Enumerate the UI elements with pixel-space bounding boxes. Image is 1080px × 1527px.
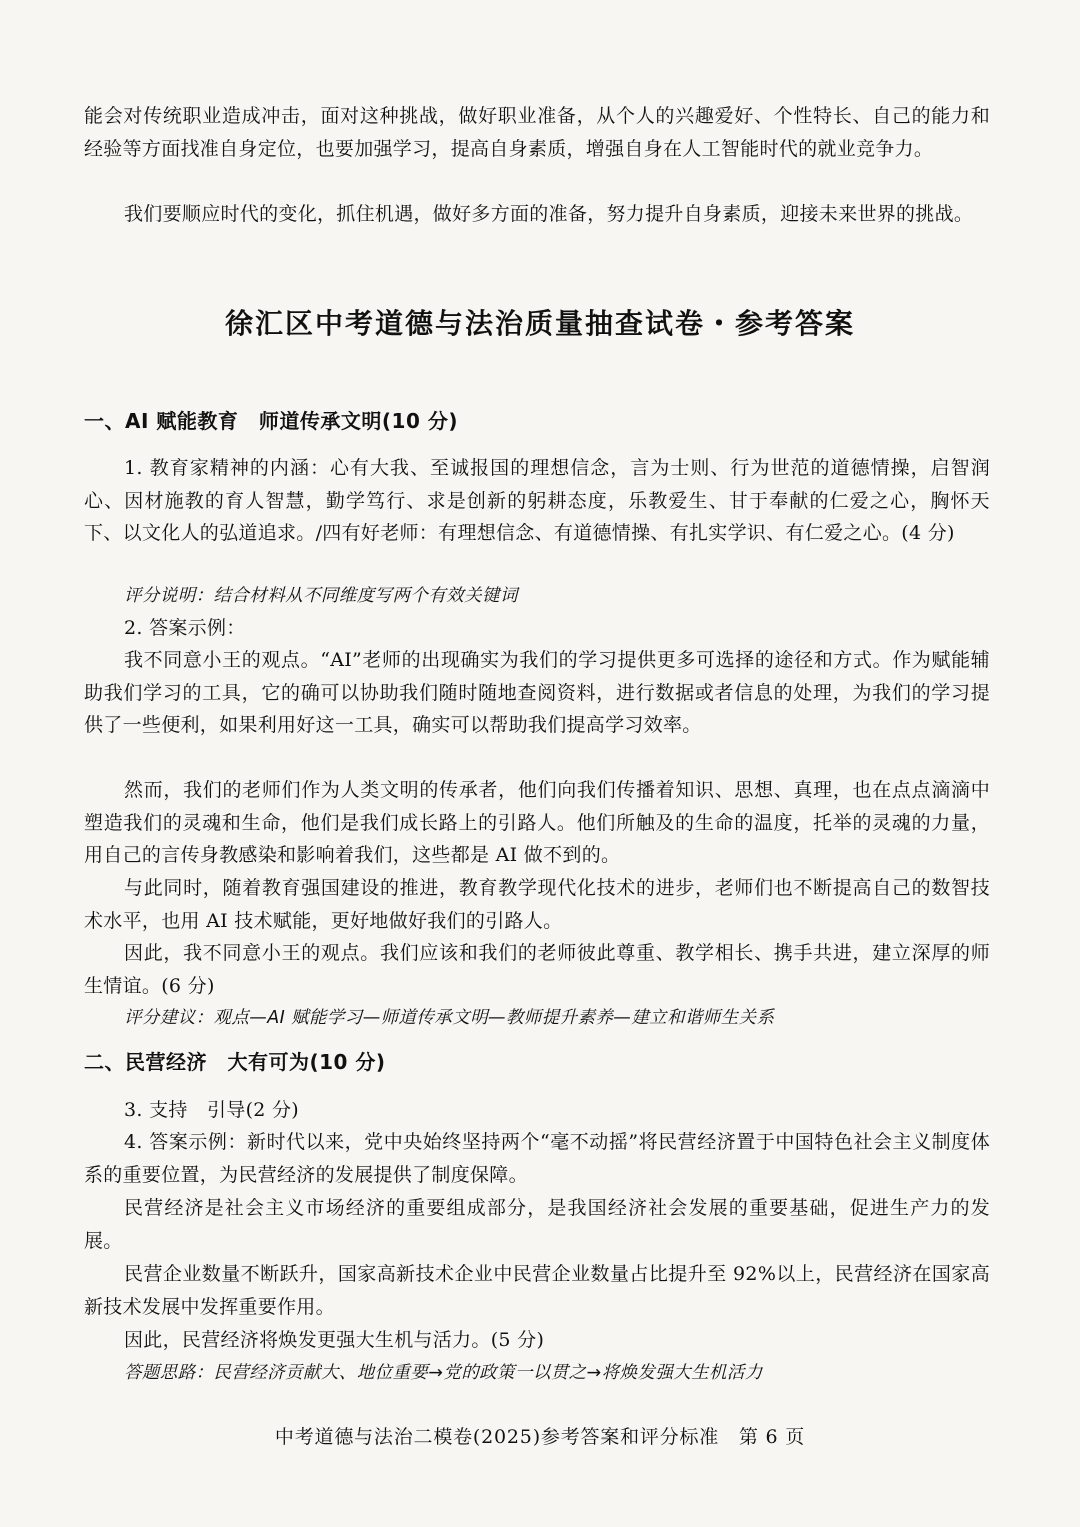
q4-paragraph-4: 因此，民营经济将焕发更强大生机与活力。(5 分) (124, 1329, 545, 1351)
q2-paragraph-2: 然而，我们的老师们作为人类文明的传承者，他们向我们传播着知识、思想、真理，也在点点滴滴中塑造我们的灵魂和生命，他们是我们成长路上的引路人。他们所触及的生命的温度，托举的灵魂的力量，用自己的言传身教感染和影响着我们，这些都是 AI 做不到的。 (84, 779, 990, 866)
q2-paragraph-3: 与此同时，随着教育强国建设的推进，教育教学现代化技术的进步，老师们也不断提高自己的数智技术水平，也用 AI 技术赋能，更好地做好我们的引路人。 (84, 877, 990, 932)
page-footer: 中考道德与法治二模卷(2025)参考答案和评分标准 第 6 页 (274, 1426, 806, 1448)
q3-answer: 3. 支持 引导(2 分) (124, 1099, 300, 1121)
q2-paragraph-4: 因此，我不同意小王的观点。我们应该和我们的老师彼此尊重、教学相长、携手共进，建立深厚的师生情谊。(6 分) (84, 942, 990, 997)
q2-scoring-note: 评分建议：观点—AI 赋能学习—师道传承文明—教师提升素养—建立和谐师生关系 (124, 1008, 775, 1028)
q2-paragraph-1: 我不同意小王的观点。“AI”老师的出现确实为我们的学习提供更多可选择的途径和方式。作为赋能辅助我们学习的工具，它的确可以协助我们随时随地查阅资料，进行数据或者信息的处理，为我们的学习提供了一些便利，如果利用好这一工具，确实可以帮助我们提高学习效率。 (84, 649, 990, 736)
section-1-heading: 一、AI 赋能教育 师道传承文明(10 分) (84, 409, 458, 433)
continuation-paragraph-1: 能会对传统职业造成冲击，面对这种挑战，做好职业准备，从个人的兴趣爱好、个性特长、自己的能力和经验等方面找准自身定位，也要加强学习，提高自身素质，增强自身在人工智能时代的就业竞争力。 (84, 105, 990, 160)
section-2-heading: 二、民营经济 大有可为(10 分) (84, 1050, 386, 1074)
q4-paragraph-3: 民营企业数量不断跃升，国家高新技术企业中民营企业数量占比提升至 92%以上，民营经济在国家高新技术发展中发挥重要作用。 (84, 1263, 990, 1318)
q4-paragraph-2: 民营经济是社会主义市场经济的重要组成部分，是我国经济社会发展的重要基础，促进生产力的发展。 (84, 1197, 990, 1252)
q4-answer-approach: 答题思路：民营经济贡献大、地位重要→党的政策一以贯之→将焕发强大生机活力 (124, 1363, 763, 1383)
q4-paragraph-1: 4. 答案示例：新时代以来，党中央始终坚持两个“毫不动摇”将民营经济置于中国特色社会主义制度体系的重要位置，为民营经济的发展提供了制度保障。 (84, 1131, 990, 1186)
document-title: 徐汇区中考道德与法治质量抽查试卷・参考答案 (224, 307, 855, 340)
q2-label: 2. 答案示例： (124, 617, 246, 639)
continuation-paragraph-2: 我们要顺应时代的变化，抓住机遇，做好多方面的准备，努力提升自身素质，迎接未来世界的挑战。 (124, 203, 974, 225)
q1-scoring-note: 评分说明：结合材料从不同维度写两个有效关键词 (124, 586, 518, 606)
q1-answer: 1. 教育家精神的内涵：心有大我、至诚报国的理想信念，言为士则、行为世范的道德情操，启智润心、因材施教的育人智慧，勤学笃行、求是创新的躬耕态度，乐教爱生、甘于奉献的仁爱之心，胸怀天下、以文化人的弘道追求。/四有好老师：有理想信念、有道德情操、有扎实学识、有仁爱之心。(4 分) (84, 457, 990, 544)
